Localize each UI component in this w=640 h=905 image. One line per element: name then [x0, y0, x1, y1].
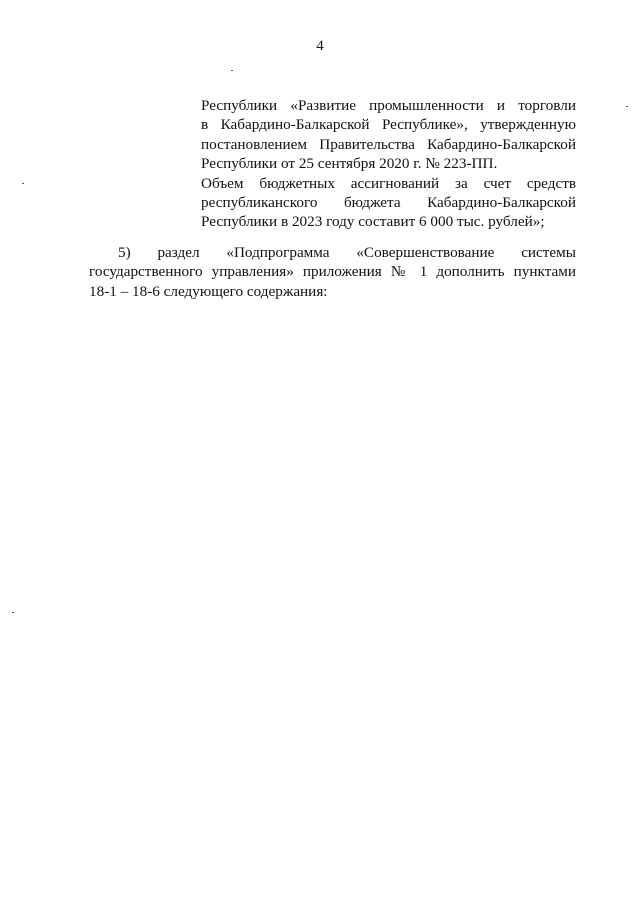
scan-speck: [22, 183, 24, 184]
continuation-line: постановлением Правительства Кабардино-Балкарской: [201, 135, 576, 153]
continuation-line: Объем бюджетных ассигнований за счет средств: [201, 174, 576, 192]
item-5-line: 5) раздел «Подпрограмма «Совершенствование системы: [118, 244, 576, 261]
item-5-line: государственного управления» приложения № 1 дополнить пунктами: [89, 263, 576, 281]
scan-speck: [231, 70, 233, 71]
item-5-paragraph: [89, 243, 576, 301]
continuation-line: республиканского бюджета Кабардино-Балкарской: [201, 194, 576, 212]
continuation-line: Республики от 25 сентября 2020 г. № 223-ПП.: [201, 155, 498, 173]
continuation-line: в Кабардино-Балкарской Республике», утвержденную: [201, 116, 576, 134]
continuation-block: [201, 96, 576, 232]
item-5-line: 18-1 – 18-6 следующего содержания:: [89, 282, 328, 300]
continuation-line: Республики «Развитие промышленности и торговли: [201, 97, 576, 114]
continuation-line: Республики в 2023 году составит 6 000 тыс. рублей»;: [201, 213, 545, 231]
scan-speck: [12, 612, 14, 613]
page-number: 4: [316, 38, 324, 54]
scan-speck: [626, 106, 628, 107]
